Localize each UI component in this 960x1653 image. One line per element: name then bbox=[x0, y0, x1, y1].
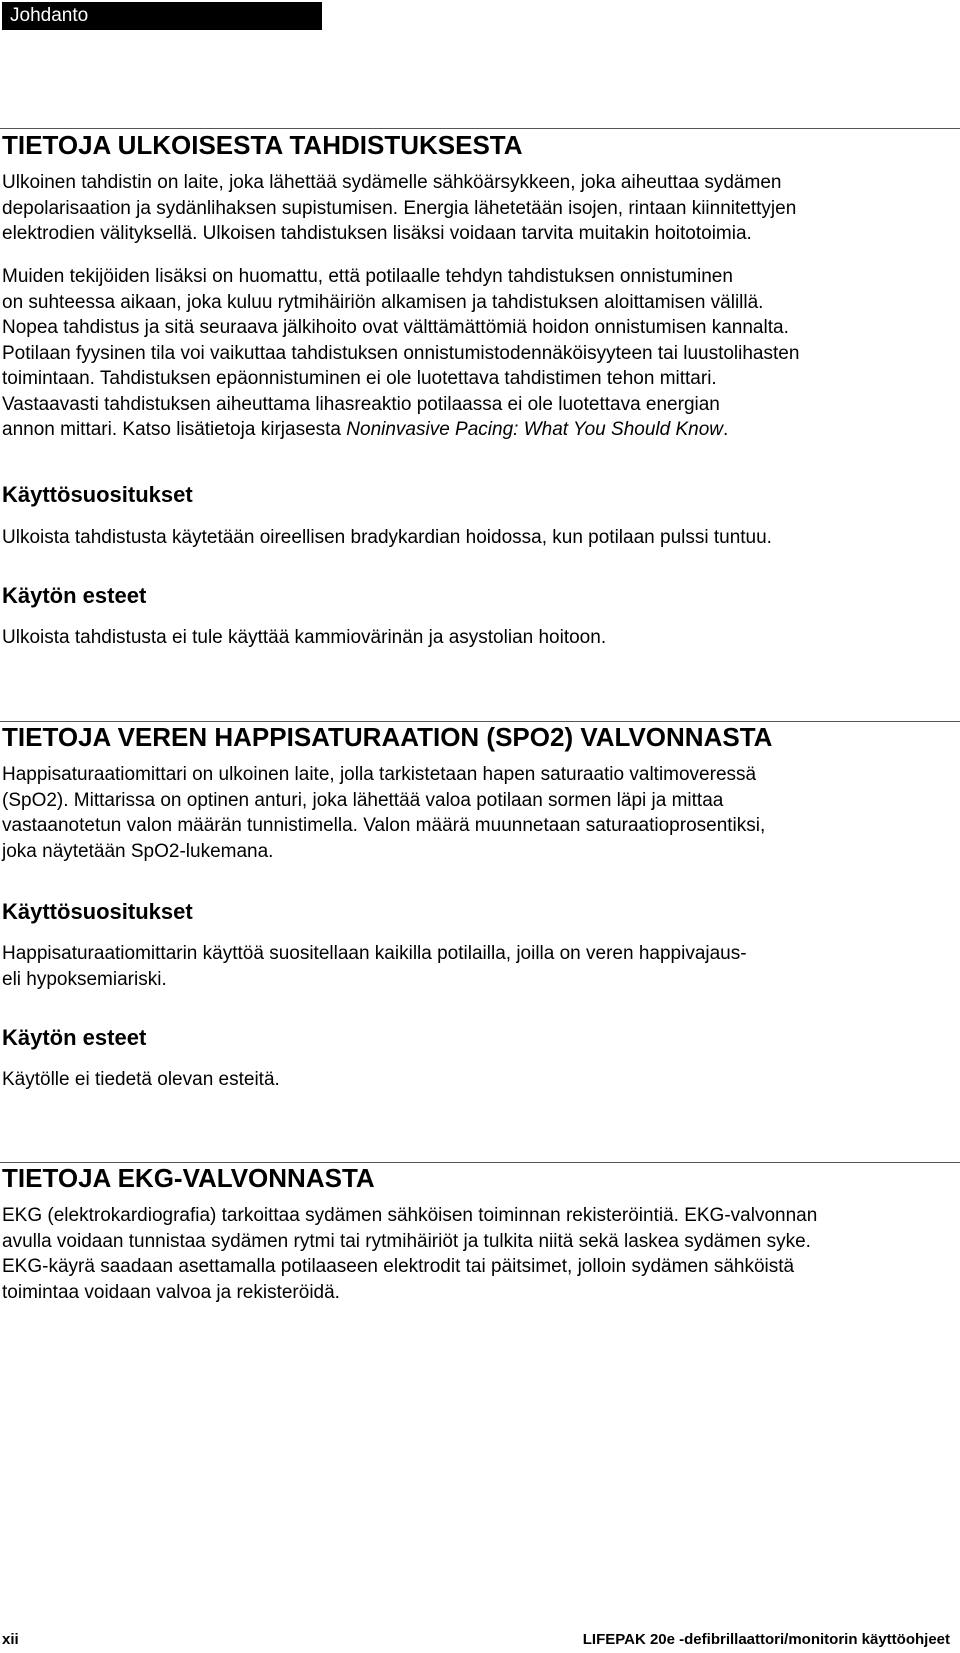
text-line: Happisaturaatiomittarin käyttöä suositellaan kaikilla potilailla, joilla on veren happivajaus- bbox=[2, 943, 747, 964]
text-line: Vastaavasti tahdistuksen aiheuttama lihasreaktio potilaassa ei ole luotettava energian bbox=[2, 393, 720, 415]
text-line: Ulkoinen tahdistin on laite, joka lähettää sydämelle sähköärsykkeen, joka aiheuttaa sydämen bbox=[2, 172, 782, 193]
text-line: on suhteessa aikaan, joka kuluu rytmihäiriön alkamisen ja tahdistuksen aloittamisen välillä. bbox=[2, 291, 764, 313]
text-line: Käytölle ei tiedetä olevan esteitä. bbox=[2, 1069, 280, 1090]
text-line: Ulkoista tahdistusta ei tule käyttää kammiovärinän ja asystolian hoitoon. bbox=[2, 627, 607, 648]
text-line: Muiden tekijöiden lisäksi on huomattu, että potilaalle tehdyn tahdistuksen onnistuminen bbox=[2, 266, 733, 287]
text-line: joka näytetään SpO2-lukemana. bbox=[2, 840, 274, 862]
chapter-header: Johdanto bbox=[2, 2, 322, 30]
text-span: . bbox=[723, 419, 729, 440]
paragraph bbox=[2, 264, 952, 443]
subsection-title: Käytön esteet bbox=[2, 583, 147, 608]
text-line: Happisaturaatiomittari on ulkoinen laite, jolla tarkistetaan hapen saturaatio valtimoveressä bbox=[2, 764, 757, 785]
paragraph bbox=[2, 170, 952, 247]
text-line bbox=[2, 417, 952, 443]
paragraph bbox=[2, 762, 952, 864]
subsection-title: Käyttösuositukset bbox=[2, 482, 193, 507]
text-line: Ulkoista tahdistusta käytetään oireellisen bradykardian hoidossa, kun potilaan pulssi tuntuu. bbox=[2, 527, 772, 548]
section-title: TIETOJA ULKOISESTA TAHDISTUKSESTA bbox=[2, 130, 523, 160]
text-line: toimintaan. Tahdistuksen epäonnistuminen ei ole luotettava tahdistimen tehon mittari. bbox=[2, 368, 717, 389]
paragraph bbox=[2, 525, 952, 551]
page-number: xii bbox=[2, 1631, 19, 1648]
text-line: elektrodien välityksellä. Ulkoisen tahdistuksen lisäksi voidaan tarvita muitakin hoitotoimia. bbox=[2, 223, 752, 244]
text-line: Nopea tahdistus ja sitä seuraava jälkihoito ovat välttämättömiä hoidon onnistumisen kannalta. bbox=[2, 317, 789, 338]
book-title: Noninvasive Pacing: What You Should Know bbox=[346, 419, 723, 440]
section-title: TIETOJA EKG-VALVONNASTA bbox=[2, 1163, 375, 1193]
paragraph bbox=[2, 1203, 952, 1305]
section-title: TIETOJA VEREN HAPPISATURAATION (SPO2) VALVONNASTA bbox=[2, 722, 773, 752]
paragraph bbox=[2, 625, 952, 651]
subsection-title: Käyttösuositukset bbox=[2, 899, 193, 924]
text-span: annon mittari. Katso lisätietoja kirjasesta bbox=[2, 419, 347, 440]
text-line: eli hypoksemiariski. bbox=[2, 968, 167, 990]
paragraph bbox=[2, 941, 952, 992]
subsection-title: Käytön esteet bbox=[2, 1025, 147, 1050]
text-line: (SpO2). Mittarissa on optinen anturi, joka lähettää valoa potilaan sormen läpi ja mittaa bbox=[2, 789, 724, 811]
text-line: vastaanotetun valon määrän tunnistimella. Valon määrä muunnetaan saturaatioprosentiksi, bbox=[2, 815, 766, 836]
text-line: toimintaa voidaan valvoa ja rekisteröidä. bbox=[2, 1281, 340, 1303]
section-rule bbox=[0, 128, 960, 129]
text-line: EKG (elektrokardiografia) tarkoittaa sydämen sähköisen toiminnan rekisteröintiä. EKG-valvonnan bbox=[2, 1205, 818, 1226]
text-line: depolarisaation ja sydänlihaksen supistumisen. Energia lähetetään isojen, rintaan kiinnitettyjen bbox=[2, 197, 797, 219]
document-title: LIFEPAK 20e -defibrillaattori/monitorin käyttöohjeet bbox=[582, 1631, 950, 1648]
text-line: Potilaan fyysinen tila voi vaikuttaa tahdistuksen onnistumistodennäköisyyteen tai luustolihasten bbox=[2, 342, 800, 364]
text-line: EKG-käyrä saadaan asettamalla potilaaseen elektrodit tai päitsimet, jolloin sydämen sähköistä bbox=[2, 1256, 795, 1277]
paragraph bbox=[2, 1067, 952, 1093]
text-line: avulla voidaan tunnistaa sydämen rytmi tai rytmihäiriöt ja tulkita niitä sekä laskea sydämen syke. bbox=[2, 1230, 811, 1252]
